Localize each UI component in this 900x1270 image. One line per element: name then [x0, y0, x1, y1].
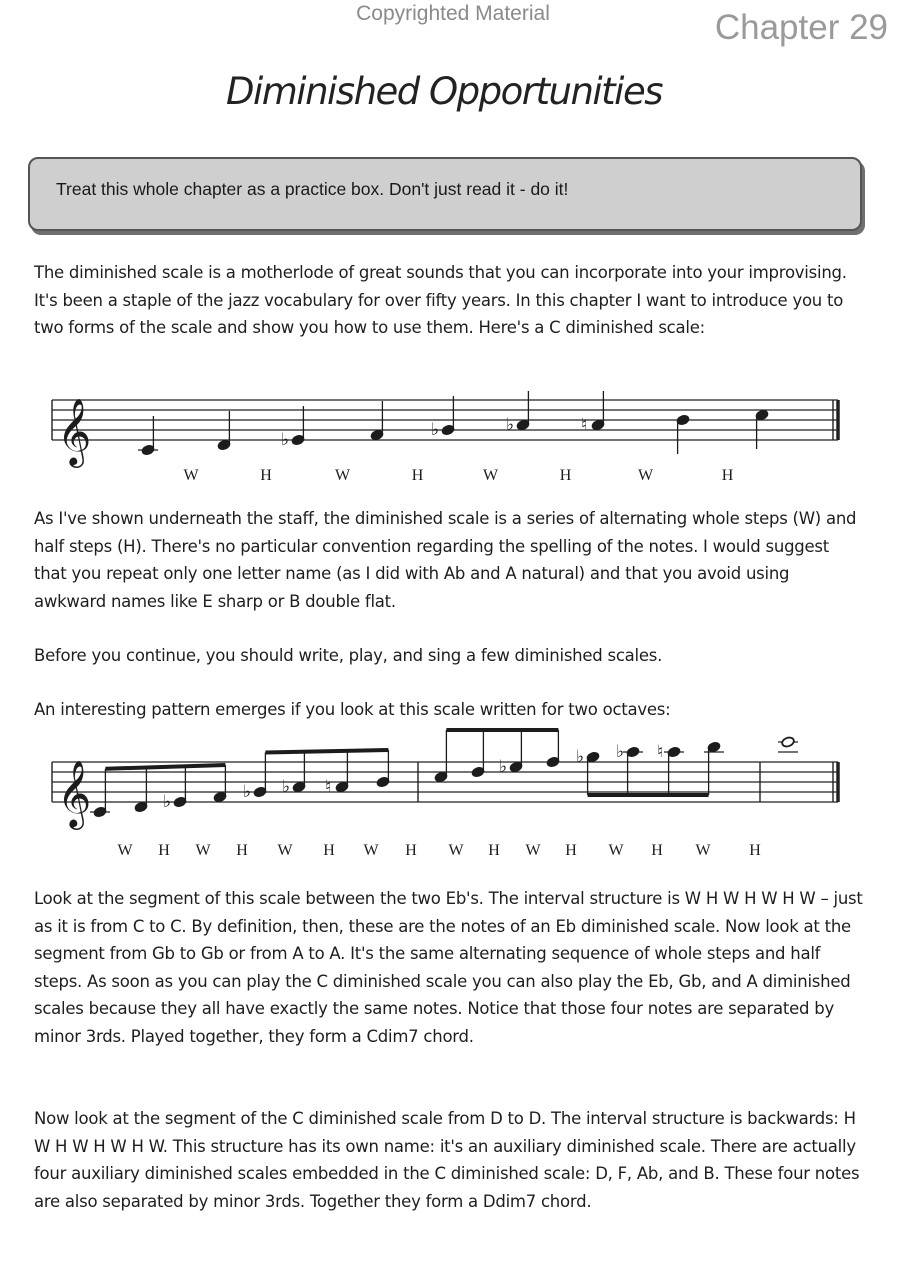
note-beam: [105, 765, 225, 769]
note-head: [781, 736, 795, 748]
step-label: H: [158, 842, 170, 859]
step-label: W: [608, 842, 624, 859]
step-label: H: [236, 842, 248, 859]
paragraph-intro: The diminished scale is a motherlode of great sounds that you can incorporate into your improvising. It's been a staple of the jazz vocabulary for over fifty years. In this chapter I want to introduce you to two forms of the scale and show you how to use them. Here's a C diminished scale:: [34, 263, 847, 337]
step-label: W: [117, 842, 133, 859]
step-label: H: [565, 842, 577, 859]
flat-sign-icon: ♭: [163, 792, 172, 812]
flat-sign-icon: ♭: [281, 430, 290, 450]
treble-clef-icon: 𝄞: [57, 397, 92, 465]
natural-sign-icon: ♮: [325, 777, 332, 797]
step-label: W: [363, 842, 379, 859]
step-label: H: [559, 467, 572, 484]
natural-sign-icon: ♮: [657, 742, 664, 762]
paragraph-practice: Before you continue, you should write, play, and sing a few diminished scales.: [34, 646, 663, 665]
paragraph-auxiliary: Now look at the segment of the C diminished scale from D to D. The interval structure is backwards: H W H W H W H W. This structure has its own name: it's an auxiliary diminished scale. There are actually four auxiliary diminished scales embedded in the C diminished scale: D, F, Ab, and B. These four notes are also separated by minor 3rds. Together they form a Ddim7 chord.: [34, 1109, 860, 1211]
flat-sign-icon: ♭: [431, 420, 440, 440]
step-label: W: [525, 842, 541, 859]
step-label: H: [260, 467, 272, 484]
flat-sign-icon: ♭: [499, 757, 508, 777]
step-label: H: [749, 842, 761, 859]
practice-box-text: Treat this whole chapter as a practice box. Don't just read it - do it!: [56, 179, 569, 199]
paragraph-two-octaves: An interesting pattern emerges if you look at this scale written for two octaves:: [34, 700, 671, 719]
flat-sign-icon: ♭: [282, 777, 291, 797]
step-label: H: [411, 467, 424, 484]
step-label: W: [637, 467, 654, 484]
step-label: W: [482, 467, 499, 484]
step-label: H: [488, 842, 500, 859]
step-label: H: [323, 842, 335, 859]
step-label: W: [695, 842, 711, 859]
flat-sign-icon: ♭: [243, 782, 252, 802]
flat-sign-icon: ♭: [506, 415, 515, 435]
step-label: W: [195, 842, 211, 859]
paragraph-steps: As I've shown underneath the staff, the diminished scale is a series of alternating whole steps (W) and half steps (H). There's no particular convention regarding the spelling of the notes. I would suggest that you repeat only one letter name (as I did with Ab and A natural) and that you avoid using awkward names like E sharp or B double flat.: [34, 509, 857, 611]
step-label: W: [183, 467, 199, 484]
note-beam: [265, 750, 388, 753]
step-label: H: [721, 467, 734, 484]
step-label: H: [651, 842, 663, 859]
page-title: Diminished Opportunities: [225, 70, 663, 113]
treble-clef-icon: 𝄞: [57, 759, 92, 827]
step-label: W: [277, 842, 293, 859]
step-label: W: [448, 842, 464, 859]
natural-sign-icon: ♮: [581, 415, 588, 435]
step-label: W: [334, 467, 351, 484]
chapter-label: Chapter 29: [714, 8, 888, 47]
step-label: H: [405, 842, 417, 859]
flat-sign-icon: ♭: [616, 742, 625, 762]
paragraph-eb-segment: Look at the segment of this scale between the two Eb's. The interval structure is W H W H W H W – just as it is from C to C. By definition, then, these are the notes of an Eb diminished scale. Now look at the segment from Gb to Gb or from A to A. It's the same alternating sequence of whole steps and half steps. As soon as you can play the C diminished scale you can also play the Eb, Gb, and A diminished scales because they all have exactly the same notes. Notice that those four notes are separated by minor 3rds. Played together, they form a Cdim7 chord.: [34, 889, 863, 1046]
flat-sign-icon: ♭: [576, 747, 585, 767]
copyright-notice: Copyrighted Material: [356, 2, 550, 25]
